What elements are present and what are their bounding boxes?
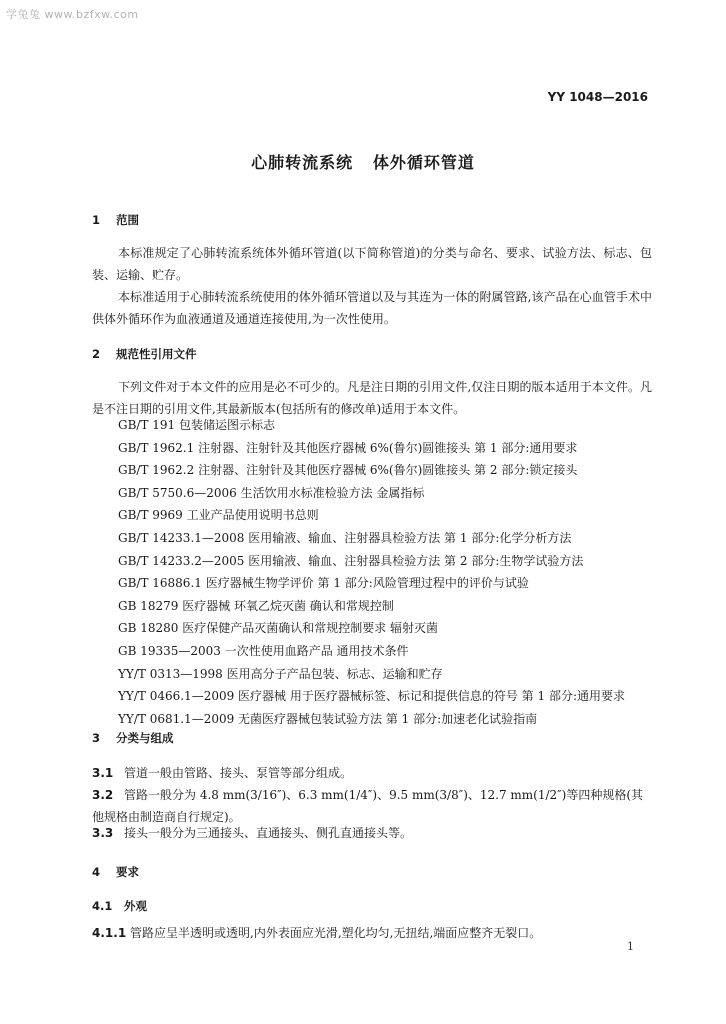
section-title: 规范性引用文件 [116, 347, 197, 361]
section-title: 要求 [116, 865, 139, 879]
reference-item: GB/T 5750.6—2006 生活饮用水标准检验方法 金属指标 [118, 485, 425, 500]
clause-text: 管路一般分为 4.8 mm(3/16″)、6.3 mm(1/4″)、9.5 mm(3/8″)、12.7 mm(1/2″)等四种规格(其他规格由制造商自行规定)。 [92, 788, 644, 824]
section-1-heading [92, 212, 139, 228]
subsection-title: 外观 [124, 899, 147, 913]
clause-3-1 [92, 762, 652, 784]
scope-paragraph-1: 本标准规定了心肺转流系统体外循环管道(以下简称管道)的分类与命名、要求、试验方法、标志、包装、运输、贮存。 [92, 246, 652, 282]
clause-number: 3.3 [92, 826, 114, 840]
clause-text: 接头一般分为三通接头、直通接头、侧孔直通接头等。 [124, 826, 413, 840]
page-number: 1 [627, 940, 634, 953]
clause-number: 4.1.1 [92, 926, 127, 940]
reference-item: GB/T 1962.1 注射器、注射针及其他医疗器械 6%(鲁尔)圆锥接头 第 1 部分:通用要求 [118, 440, 578, 455]
reference-item: YY/T 0466.1—2009 医疗器械 用于医疗器械标签、标记和提供信息的符号 第 1 部分:通用要求 [118, 689, 625, 704]
reference-item: GB/T 14233.2—2005 医用输液、输血、注射器具检验方法 第 2 部分:生物学试验方法 [118, 553, 584, 568]
watermark: 学兔兔 www.bzfxw.com [6, 8, 139, 21]
reference-item: GB 18279 医疗器械 环氧乙烷灭菌 确认和常规控制 [118, 598, 394, 613]
reference-item: YY/T 0681.1—2009 无菌医疗器械包装试验方法 第 1 部分:加速老化试验指南 [118, 711, 538, 726]
references-intro: 下列文件对于本文件的应用是必不可少的。凡是注日期的引用文件,仅注日期的版本适用于本文件。凡是不注日期的引用文件,其最新版本(包括所有的修改单)适用于本文件。 [92, 380, 652, 416]
reference-item: GB/T 191 包装储运图示标志 [118, 418, 275, 432]
reference-item: GB/T 1962.2 注射器、注射针及其他医疗器械 6%(鲁尔)圆锥接头 第 2 部分:锁定接头 [118, 463, 578, 478]
reference-item: GB 18280 医疗保健产品灭菌确认和常规控制要求 辐射灭菌 [118, 621, 439, 636]
subsection-number: 4.1 [92, 899, 113, 913]
standard-number: YY 1048—2016 [547, 90, 648, 104]
clause-4-1-1 [92, 922, 652, 944]
section-number: 1 [92, 213, 101, 227]
document-title: 心肺转流系统 体外循环管道 [251, 153, 475, 172]
reference-item: GB 19335—2003 一次性使用血路产品 通用技术条件 [118, 643, 409, 658]
subsection-4-1-heading [92, 898, 147, 914]
clause-number: 3.1 [92, 766, 114, 780]
section-number: 3 [92, 731, 101, 745]
section-2-heading [92, 346, 197, 362]
reference-item: YY/T 0313—1998 医用高分子产品包装、标志、运输和贮存 [118, 666, 443, 681]
section-number: 2 [92, 347, 101, 361]
section-number: 4 [92, 865, 101, 879]
section-3-heading [92, 730, 174, 746]
reference-item: GB/T 14233.1—2008 医用输液、输血、注射器具检验方法 第 1 部分:化学分析方法 [118, 530, 572, 545]
clause-3-3 [92, 822, 652, 844]
reference-list [92, 414, 652, 730]
scope-paragraph-2: 本标准适用于心肺转流系统使用的体外循环管道以及与其连为一体的附属管路,该产品在心血管手术中供体外循环作为血液通道及通道连接使用,为一次性使用。 [92, 290, 652, 326]
section-title: 范围 [116, 213, 139, 227]
section-title: 分类与组成 [116, 731, 174, 745]
reference-item: GB/T 16886.1 医疗器械生物学评价 第 1 部分:风险管理过程中的评价与试验 [118, 576, 529, 591]
clause-text: 管路应呈半透明或透明,内外表面应光滑,塑化均匀,无扭结,端面应整齐无裂口。 [130, 926, 542, 940]
clause-text: 管道一般由管路、接头、泵管等部分组成。 [124, 766, 353, 780]
reference-item: GB/T 9969 工业产品使用说明书总则 [118, 508, 319, 523]
clause-number: 3.2 [92, 788, 114, 802]
section-4-heading [92, 864, 139, 880]
